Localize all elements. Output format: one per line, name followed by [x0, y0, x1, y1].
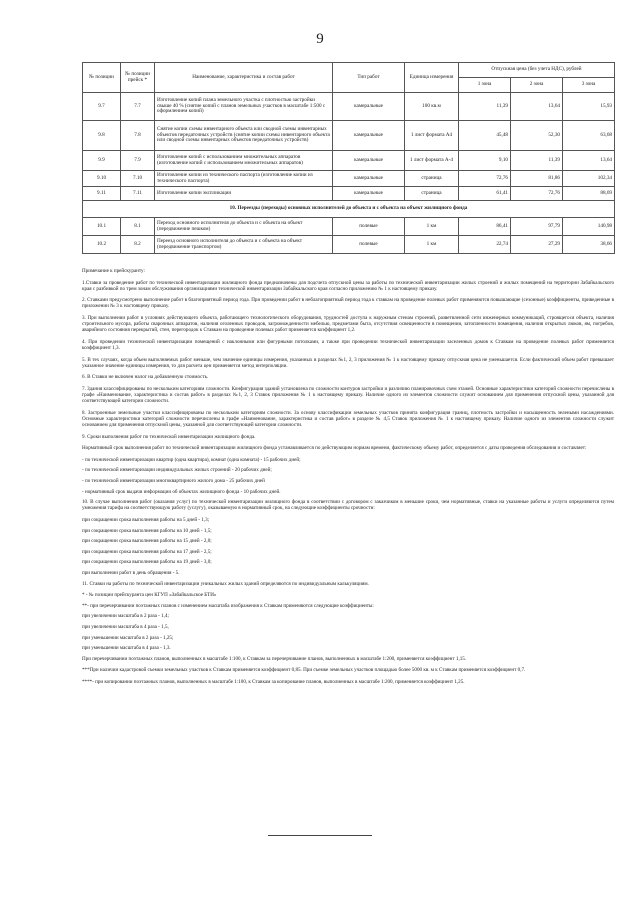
cell-zone-2: 27,29: [511, 236, 563, 254]
table-row: [83, 151, 615, 171]
cell-zone-2: 13,64: [511, 93, 563, 121]
cell-position: 9.10: [83, 171, 121, 187]
cell-zone-1: 45,48: [459, 121, 511, 151]
note-paragraph: при уменьшении масштаба в 4 раза - 1,3.: [82, 645, 171, 652]
note-paragraph: - нормативный срок выдачи информации об объектах жилищного фонда - 10 рабочих дней.: [82, 488, 281, 495]
cell-zone-2: 97,79: [511, 218, 563, 236]
cell-zone-3: 102,34: [563, 171, 615, 187]
note-paragraph: при увеличении масштаба в 2 раза - 1,4;: [82, 613, 169, 620]
cell-work-type: камеральные: [333, 93, 405, 121]
note-paragraph: при сокращении срока выполнения работы на 10 дней - 1,5;: [82, 527, 212, 534]
cell-price-position: 8.1: [121, 218, 155, 236]
cell-zone-3: 140,98: [563, 218, 615, 236]
cell-price-position: 8.2: [121, 236, 155, 254]
note-paragraph: ****- при копировании поэтажных планов, выполненных в масштабе 1:100, к Ставкам за копирование планов, выполненных в масштабе 1:200, применяется коэффициент 1,25.: [82, 679, 465, 686]
cell-work-type: полевые: [333, 236, 405, 254]
note-paragraph: Примечание к прейскуранту:: [82, 268, 145, 274]
header-zone-1: 1 зона: [459, 78, 511, 93]
cell-zone-2: 72,76: [511, 187, 563, 201]
header-position: № позиции: [83, 63, 121, 93]
note-paragraph: - по технической инвентаризации индивидуальных жилых строений - 20 рабочих дней;: [82, 467, 272, 474]
cell-description: Изготовление копии из технического паспорта (изготовление копии из технического паспорта): [155, 171, 333, 187]
cell-description: Изготовление копий с использованием множительных аппаратов (изготовление копий с использованием множительных аппаратов): [155, 151, 333, 171]
note-paragraph: при сокращении срока выполнения работы на 15 дней - 2,0;: [82, 538, 212, 545]
cell-position: 9.8: [83, 121, 121, 151]
cell-work-type: камеральные: [333, 187, 405, 201]
cell-price-position: 7.9: [121, 151, 155, 171]
cell-price-position: 7.11: [121, 187, 155, 201]
header-price-position: № позиции прейск *: [121, 63, 155, 93]
notes-block: [82, 268, 614, 691]
note-paragraph: 6. В Ставки не включен налог на добавленную стоимость.: [82, 374, 209, 381]
cell-zone-3: 63,68: [563, 121, 615, 151]
cell-zone-3: 88,69: [563, 187, 615, 201]
note-paragraph: 10. В случае выполнения работ (оказания услуг) по технической инвентаризации жилищного фонда в соответствии с договором с заказчиком в меньшие сроки, чем нормативные, ставки на указанные работы и услуги определяются путем умножения тарифа на соответствующую работу (услугу), оказываемую в нормативный срок, на следующие коэффициенты срочности:: [82, 499, 614, 512]
note-paragraph: при уменьшении масштаба в 2 раза - 1,25;: [82, 634, 174, 641]
table-row: [83, 218, 615, 236]
cell-work-type: полевые: [333, 218, 405, 236]
table-row: [83, 171, 615, 187]
cell-work-type: камеральные: [333, 171, 405, 187]
cell-zone-1: 61,41: [459, 187, 511, 201]
cell-zone-1: 72,76: [459, 171, 511, 187]
note-paragraph: - по технической инвентаризации многоквартирного жилого дома - 25 рабочих дней: [82, 478, 265, 485]
cell-zone-3: 15,93: [563, 93, 615, 121]
note-paragraph: 3. При выполнении работ в условиях действующего объекта, работающего технологического оборудования, трудностей доступа к наружным стенам строений, разветвленной сети инженерных коммуникаций, строящегося объекта, наличия строительного мусора, работы сварочных аппаратов, наличия оголенных проводов, загроможденности мебелью, предметами быта, отсутствия освещенности в помещении, затопленности помещения, наличия открытых люков, ям, погребов, аварийного состояния перекрытий, стен, перегородок к Ставкам на проведение полевых работ применяется коэффициент 1,2.: [82, 315, 614, 334]
header-unit: Единица измерения: [405, 63, 459, 93]
cell-unit: 1 лист формата А-4: [405, 151, 459, 171]
note-paragraph: 8. Застроенные земельные участки классифицированы по нескольким категориям сложности. За основу классификации земельных участков принята конфигурация границ, плотность застройки и насыщенность зелеными насаждениями. Основные характеристики категорий сложности перечислены в графе «Наименование, характеристика и состав работ» в разделе № 4,5 Ставок приложения № 1 к настоящему приказу. Наличие одного из элементов сложности служит основанием для применения отпускной цены, указанной для соответствующей категории сложности.: [82, 409, 614, 428]
cell-zone-1: 86,41: [459, 218, 511, 236]
cell-description: Изготовление копий плана земельного участка с плотностью застройки свыше 40 % (снятие копий с планов земельных участков в масштабе 1:500 с оформлением копий): [155, 93, 333, 121]
cell-unit: 1 км: [405, 218, 459, 236]
cell-price-position: 7.8: [121, 121, 155, 151]
note-paragraph: при сокращении срока выполнения работы на 5 дней - 1,3;: [82, 516, 210, 523]
cell-description: Переезд основного исполнителя до объекта и с объекта на объект (передвижение транспортом): [155, 236, 333, 254]
cell-work-type: камеральные: [333, 121, 405, 151]
cell-position: 10.2: [83, 236, 121, 254]
header-zone-3: 3 зона: [563, 78, 615, 93]
table-row: [83, 236, 615, 254]
note-paragraph: **- при перечерчивании поэтажных планов с изменением масштаба изображения к Ставкам применяются следующие коэффициенты:: [82, 602, 374, 609]
note-paragraph: 1.Ставки за проведение работ по технической инвентаризации жилищного фонда предназначены для подсчета отпускной цены за работы по технической инвентаризации жилых строений и жилых помещений на территории Забайкальского края с разбивкой по трем зонам обслуживания организациями технической инвентаризации Забайкальского края согласно приложению № 1 к настоящему приказу.: [82, 279, 614, 292]
cell-zone-2: 52,30: [511, 121, 563, 151]
cell-position: 9.11: [83, 187, 121, 201]
cell-description: Снятие копии схемы инвентарного объекта или сводной схемы инвентарных объектов передаточных устройств (снятие копии схемы инвентарного объекта или сводной схемы инвентарных объектов передаточных устройств): [155, 121, 333, 151]
note-paragraph: При перечерчивании поэтажных планов, выполненных в масштабе 1:100, к Ставкам за перечерчивание планов, выполненных в масштабе 1:200, применяется коэффициент 1,15.: [82, 655, 467, 662]
note-paragraph: - по технической инвентаризации квартир (одна квартира), комнат (одна комната) - 15 рабочих дней;: [82, 456, 301, 463]
note-paragraph: 4. При проведении технической инвентаризации помещений с наклонными или фигурными потолками, а также при проведении технической инвентаризации заселенных домов к Ставкам на проведение полевых работ применяется коэффициент 1,3.: [82, 338, 614, 351]
section-10-title: 10. Переезды (переходы) основных исполнителей до объекта и с объекта на объект жилищного фонда: [83, 201, 615, 218]
cell-zone-1: 22,74: [459, 236, 511, 254]
note-paragraph: при сокращении срока выполнения работы на 17 дней - 2,5;: [82, 548, 212, 555]
cell-unit: 1 км: [405, 236, 459, 254]
note-paragraph: 9. Сроки выполнения работ по технической инвентаризации жилищного фонда.: [82, 433, 256, 440]
header-description: Наименование, характеристика и состав работ: [155, 63, 333, 93]
table-row: [83, 187, 615, 201]
cell-zone-2: 11,39: [511, 151, 563, 171]
cell-zone-3: 38,66: [563, 236, 615, 254]
cell-zone-1: 11,39: [459, 93, 511, 121]
note-paragraph: при увеличении масштаба в 4 раза - 1,5,: [82, 624, 169, 631]
cell-unit: 100 кв.м: [405, 93, 459, 121]
note-paragraph: 7. Здания классифицированы по нескольким категориям сложности. Конфигурация зданий установлена по сложности контуров застройки и различию планировочных схем этажей. Основные характеристики категорий сложности перечислены в графе «Наименование, характеристика и состав работ» в разделах №1, 2, 3 Ставок приложения № 1 к настоящему приказу. Наличие одного из элементов сложности служит основанием для применения отпускной цены, указанной для соответствующей категории сложности.: [82, 385, 614, 405]
header-zone-2: 2 зона: [511, 78, 563, 93]
cell-zone-1: 9,10: [459, 151, 511, 171]
cell-description: Переход основного исполнителя до объекта и с объекта на объект (передвижение пешком): [155, 218, 333, 236]
cell-unit: 1 лист формата А4: [405, 121, 459, 151]
divider-line: [268, 835, 372, 836]
header-price-group: Отпускная цена (без учета НДС), рублей: [459, 63, 615, 78]
cell-unit: страница: [405, 171, 459, 187]
note-paragraph: Нормативный срок выполнения работ по технической инвентаризации жилищного фонда устанавливается по действующим нормам времени, фактическому объему работ, определяется с даты проведения обследования и составляет:: [82, 445, 587, 452]
header-work-type: Тип работ: [333, 63, 405, 93]
cell-position: 9.9: [83, 151, 121, 171]
cell-position: 9.7: [83, 93, 121, 121]
cell-position: 10.1: [83, 218, 121, 236]
cell-zone-3: 13,64: [563, 151, 615, 171]
note-paragraph: при сокращении срока выполнения работы на 19 дней - 3,0;: [82, 559, 212, 566]
note-paragraph: 11. Ставки на работы по технической инвентаризации уникальных жилых зданий определяются по индивидуальным калькуляциям.: [82, 580, 369, 587]
note-paragraph: 2. Ставками предусмотрено выполнение работ в благоприятный период года. При проведении работ в неблагоприятный период года к ставкам на проведение полевых работ применяются повышающие (сезонные) коэффициенты, приведенные в приложении № 3 к настоящему приказу.: [82, 297, 614, 310]
cell-price-position: 7.7: [121, 93, 155, 121]
cell-price-position: 7.10: [121, 171, 155, 187]
note-paragraph: * - № позиции прейскуранта цен КГУП «Забайкальское БТИ»: [82, 592, 217, 599]
table-row: [83, 121, 615, 151]
cell-description: Изготовление копии экспликации: [155, 187, 333, 201]
note-paragraph: при выполнении работ в день обращения - 5.: [82, 570, 180, 576]
table-row: [83, 93, 615, 121]
note-paragraph: 5. В тех случаях, когда объем выполняемых работ меньше, чем значение единицы измерения, указанных в разделах №1, 2, 3 приложения № 1 к настоящему приказу отпускная цена не уменьшается. Если фактический объем работ превышает указанное значение единицы измерения, то для расчета цен применяется метод интерполяции.: [82, 356, 614, 369]
page-number: 9: [316, 31, 324, 47]
price-table: [82, 62, 615, 254]
note-paragraph: ***При наличии кадастровой съемки земельных участков к Ставкам применяется коэффициент 0,85. При съемке земельных участков площадью более 5000 кв. м к Ставкам применяется коэффициент 0,7.: [82, 667, 526, 674]
cell-unit: страница: [405, 187, 459, 201]
cell-work-type: камеральные: [333, 151, 405, 171]
cell-zone-2: 81,86: [511, 171, 563, 187]
